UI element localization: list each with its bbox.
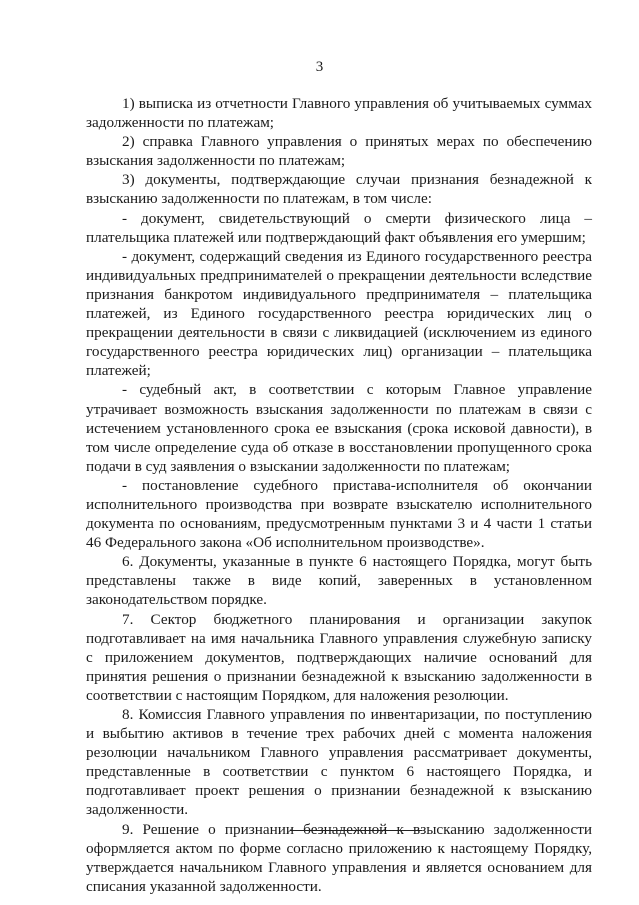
paragraph-item-1: 1) выписка из отчетности Главного управления об учитываемых суммах задолженности по платежам; — [86, 95, 592, 132]
document-body — [86, 94, 592, 896]
paragraph-clause-7: 7. Сектор бюджетного планирования и организации закупок подготавливает на имя начальника Главного управления служебную записку с приложением документов, подтверждающих наличие оснований для принятия решения о признании безнадежной к взысканию задолженности в соответствии с настоящим Порядком, для наложения резолюции. — [86, 610, 592, 704]
page-number: 3 — [315, 59, 324, 75]
paragraph-item-2: 2) справка Главного управления о принятых мерах по обеспечению взыскания задолженности по платежам; — [86, 133, 592, 170]
paragraph-item-3: 3) документы, подтверждающие случаи признания безнадежной к взысканию задолженности по платежам, в том числе: — [86, 171, 592, 208]
paragraph-court-act: - судебный акт, в соответствии с которым Главное управление утрачивает возможность взыскания задолженности по платежам в связи с истечением установленного срока ее взыскания (срока исковой давности), в том числе определение суда об отказе в восстановлении пропущенного срока подачи в суд заявления о взыскании задолженности по платежам; — [86, 381, 592, 475]
paragraph-clause-6: 6. Документы, указанные в пункте 6 настоящего Порядка, могут быть представлены также в виде копий, заверенных в установленном законодательством порядке. — [86, 553, 592, 609]
paragraph-clause-9: 9. Решение о признании безнадежной к взысканию задолженности оформляется актом по форме согласно приложению к настоящему Порядку, утверждается начальником Главного управления и является основанием для списания указанной задолженности. — [86, 820, 592, 895]
paragraph-death-certificate: - документ, свидетельствующий о смерти физического лица – плательщика платежей или подтверждающий факт объявления его умершим; — [86, 209, 592, 246]
closing-divider — [290, 830, 422, 831]
paragraph-bailiff-resolution: - постановление судебного пристава-исполнителя об окончании исполнительного производства при возврате взыскателю исполнительного документа по основаниям, предусмотренным пунктами 3 и 4 части 1 статьи 46 Федерального закона «Об исполнительном производстве». — [86, 476, 592, 552]
paragraph-registry-extract: - документ, содержащий сведения из Единого государственного реестра индивидуальных предпринимателей о прекращении деятельности вследствие признания банкротом индивидуального предпринимателя – плательщика платежей, из Единого государственного реестра юридических лиц о прекращении деятельности в связи с ликвидацией (исключением из единого государственного реестра юридических лиц) организации – плательщика платежей; — [86, 247, 592, 380]
paragraph-clause-8: 8. Комиссия Главного управления по инвентаризации, по поступлению и выбытию активов в течение трех рабочих дней с момента наложения резолюции начальником Главного управления рассматривает документы, представленные в соответствии с пунктом 6 настоящего Порядка, и подготавливает проект решения о признании безнадежной к взысканию задолженности. — [86, 706, 592, 819]
